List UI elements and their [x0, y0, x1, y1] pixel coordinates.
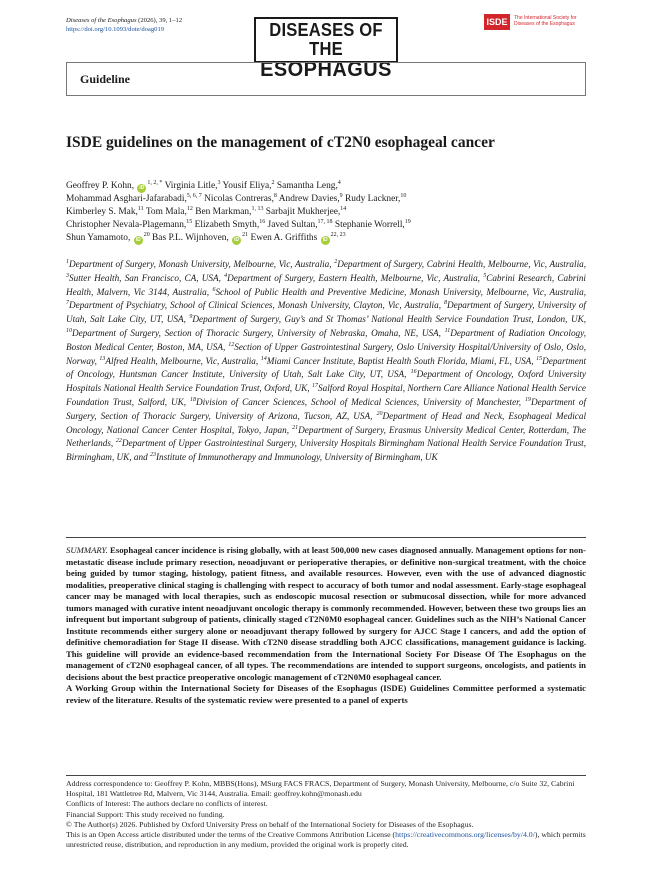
affiliation-text: Institute of Immunotherapy and Immunology, University of Birmingham, UK	[155, 452, 438, 463]
affiliation-number: 4	[224, 272, 228, 279]
author-name: Shun Yamamoto,	[66, 233, 131, 243]
affiliation-number: 3	[66, 272, 69, 279]
author-affil-sup: 2	[271, 179, 275, 186]
affiliation-text: Department of Head and Neck, Esophageal Medical Oncology, National Cancer Center Hospital, Tokyo, Japan,	[66, 410, 586, 435]
isde-society-name: The International Society for Diseases of the Esophagus	[514, 15, 577, 27]
author-affil-sup: 8	[273, 192, 277, 199]
funding-note: Financial Support: This study received no funding.	[66, 809, 225, 819]
author-affil-sup: 10	[400, 192, 407, 199]
author-affil-sup: 16	[259, 218, 266, 225]
journal-name: Diseases of the Esophagus	[66, 17, 137, 24]
affiliation-number: 13	[99, 355, 106, 362]
license-text: This is an Open Access article distributed under the terms of the Creative Commons Attribution License (	[66, 830, 396, 840]
footer-rule	[66, 775, 586, 776]
affiliation-text: Department of Surgery, University of Utah, Salt Lake City, UT, USA,	[66, 300, 586, 325]
author-affil-sup: 19	[404, 218, 411, 225]
author-list	[66, 180, 596, 245]
footnotes	[66, 779, 586, 850]
author-name: Stephanie Worrell,	[332, 220, 405, 230]
summary-paragraph-1: Esophageal cancer incidence is rising globally, with at least 500,000 new cases diagnosed annually. Management options for non-metastatic disease include primary resection, neoadjuvant or perioperative therapies, or definitive non-surgical treatment, with the choice being guided by tumor staging, histology, patient fitness, and available resources. However, even with the use of advanced diagnostic modalities, preoperative clinical staging is challenging with respect to accuracy of both tumor and nodal assessment. Early-stage esophageal cancer may be managed with local therapies, such as endoscopic mucosal resection or submucosal dissection, while for more advanced tumors managed with curative intent neoadjuvant oncologic therapy is commonly recommended. However, between these two groups lies an infrequent but important subgroup of patients, clinically staged cT2N0M0 esophageal cancer. Guidelines such as the NIH’s National Cancer Institute recommends either surgery alone or neoadjuvant therapy followed by surgery for AJCC Stage I cancers, and add the option of definitive chemoradiation for Stage II disease. With cT2N0 disease straddling both AJCC classifications, management guidance is lacking. This guideline will provide an evidence-based recommendation from the International Society For Disease Of The Esophagus on the management of cT2N0 esophageal cancer, of all types. The recommendations are intended to support surgeons, oncologists, and patients in decisions about the best practice preoperative oncologic management of cT2N0M0 esophageal cancer.	[66, 545, 586, 682]
affiliation-text: Department of Oncology, Huntsman Cancer Institute, University of Utah, Salt Lake City, UT, USA,	[66, 355, 586, 380]
orcid-icon[interactable]: iD	[139, 185, 145, 191]
author-name: Ewen A. Griffiths	[248, 233, 318, 243]
affiliation-number: 23	[149, 452, 156, 459]
conflicts-note: Conflicts of Interest: The authors declare no conflicts of interest.	[66, 799, 268, 809]
logo-line-1: DISEASES OF THE	[269, 20, 383, 59]
author-name: Ben Markman,	[192, 207, 252, 217]
journal-logo	[254, 17, 398, 81]
affiliation-number: 18	[189, 396, 196, 403]
isde-logo-mark: ISDE	[484, 14, 510, 30]
affiliation-number: 6	[212, 286, 216, 293]
author-name: Geoffrey P. Kohn,	[66, 181, 135, 191]
affiliation-text: Salford Royal Hospital, Northern Care Alliance National Health Service Foundation Trust, Salford, UK,	[66, 383, 586, 407]
author-affil-sup: 5, 6, 7	[186, 192, 202, 199]
author-name: Nicolas Contreras,	[201, 194, 274, 204]
affiliation-number: 15	[536, 355, 543, 362]
author-affil-sup: 22, 23	[330, 231, 346, 238]
affiliation-text: School of Public Health and Preventive Medicine, Monash University, Melbourne, Vic, Australia,	[215, 286, 586, 297]
summary-abstract	[66, 545, 586, 706]
author-affil-sup: 15	[186, 218, 193, 225]
author-name: Mohammad Asghari-Jafarabadi,	[66, 194, 187, 204]
correspondence-note: Address correspondence to: Geoffrey P. Kohn, MBBS(Hons), MSurg FACS FRACS, Department of Surgery, Monash University, Melbourne, c/o Suite 32, Cabrini Hospital, 181 Wattletree Rd, Malvern, Vic 3144, Australia. Email: geoffrey.kohn@monash.edu	[66, 779, 575, 799]
affiliation-number: 8	[444, 300, 447, 307]
author-affil-sup: 11	[137, 205, 144, 212]
author-line	[66, 193, 596, 206]
affiliation-number: 14	[260, 355, 267, 362]
author-name: Sarbajit Mukherjee,	[263, 207, 341, 217]
affiliation-number: 17	[312, 383, 319, 390]
author-line	[66, 180, 596, 193]
author-name: Samantha Leng,	[274, 181, 338, 191]
affiliation-number: 5	[483, 272, 487, 279]
affiliation-number: 9	[189, 314, 193, 321]
author-affil-sup: 12	[186, 205, 193, 212]
affiliation-text: Department of Surgery, Monash University, Melbourne, Vic, Australia,	[69, 259, 335, 269]
affiliation-number: 7	[66, 300, 69, 307]
license-note	[66, 830, 586, 850]
article-type-box	[66, 62, 586, 96]
orcid-icon[interactable]: iD	[135, 237, 141, 243]
affiliation-number: 19	[525, 396, 531, 403]
author-line	[66, 206, 596, 219]
affiliation-text: Department of Surgery, Section of Thoracic Surgery, University of Nebraska, Omaha, NE, USA,	[72, 327, 445, 338]
affiliation-text: Department of Surgery, Cabrini Health, Melbourne, Vic, Australia,	[337, 259, 587, 269]
author-affil-sup: 21	[242, 231, 249, 238]
affiliation-number: 20	[376, 410, 383, 417]
doi-link[interactable]: https://doi.org/10.1093/dote/doag019	[66, 26, 165, 33]
orcid-icon[interactable]: iD	[234, 237, 240, 243]
affiliation-number: 22	[115, 438, 122, 445]
affiliation-number: 2	[334, 258, 338, 265]
affiliation-text: Division of Cancer Sciences, School of Medical Sciences, University of Manchester,	[195, 396, 525, 407]
affiliation-text: Section of Upper Gastrointestinal Surgery, Oslo University Hospital/University of Oslo, Oslo, Norway,	[66, 341, 586, 366]
affiliation-text: Cabrini Research, Cabrini Health, Malvern, Vic 3144, Australia,	[66, 272, 586, 297]
author-affil-sup: 1, 13	[251, 205, 264, 212]
summary-lead: SUMMARY.	[66, 545, 108, 555]
author-affil-sup: 17, 18	[317, 218, 333, 225]
author-line	[66, 219, 596, 232]
article-type-label: Guideline	[80, 72, 131, 86]
author-name: Andrew Davies,	[276, 194, 340, 204]
affiliation-text: Sutter Health, San Francisco, CA, USA,	[69, 272, 225, 283]
author-name: Kimberley S. Mak,	[66, 207, 138, 217]
author-affil-sup: 4	[337, 179, 341, 186]
affiliation-text: Department of Psychiatry, School of Clinical Sciences, Monash University, Clayton, Vic, Australia,	[69, 300, 444, 311]
affiliation-text: Department of Upper Gastrointestinal Surgery, University Hospitals Birmingham National Health Service Foundation Trust, Birmingham, UK, and	[66, 438, 586, 463]
affiliation-number: 1	[66, 258, 69, 265]
author-name: Bas P.L. Wijnhoven,	[149, 233, 229, 243]
author-name: Javed Sultan,	[265, 220, 318, 230]
affiliations	[66, 258, 586, 465]
orcid-icon[interactable]: iD	[322, 237, 328, 243]
affiliation-text: Department of Surgery, Guy’s and St Thomas’ National Health Service Foundation Trust, London, UK,	[192, 314, 586, 325]
affiliation-number: 21	[292, 424, 299, 431]
journal-reference	[66, 16, 182, 34]
affiliation-text: Department of Surgery, Section of Thoracic Surgery, University of Arizona, Tucson, AZ, USA,	[66, 396, 586, 421]
affiliation-number: 16	[410, 369, 417, 376]
summary-top-rule	[66, 537, 586, 538]
affiliation-text: Department of Radiation Oncology, Boston Medical Center, Boston, MA, USA,	[66, 327, 587, 352]
author-name: Yousif Eliya,	[220, 181, 272, 191]
author-name: Christopher Nevala-Plagemann,	[66, 220, 187, 230]
author-name: Tom Mala,	[143, 207, 187, 217]
logo-line-2: ESOPHAGUS	[260, 58, 392, 81]
author-name: Elizabeth Smyth,	[192, 220, 260, 230]
affiliation-text: Miami Cancer Institute, Baptist Health South Florida, Miami, FL, USA,	[266, 355, 537, 366]
affiliation-text: Department of Oncology, Oxford University Hospitals National Health Service Foundation Trust, Oxford, UK,	[66, 369, 586, 394]
article-title: ISDE guidelines on the management of cT2N0 esophageal cancer	[66, 134, 495, 151]
author-affil-sup: 9	[339, 192, 343, 199]
author-name: Rudy Lackner,	[342, 194, 401, 204]
copyright-note: © The Author(s) 2026. Published by Oxford University Press on behalf of the International Society for Diseases of the Esophagus.	[66, 819, 474, 829]
affiliation-number: 12	[228, 341, 235, 348]
author-affil-sup: 20	[143, 231, 150, 238]
summary-paragraph-2: A Working Group within the International Society for Diseases of the Esophagus (ISDE) Guidelines Committee performed a systematic review of the literature. Results of the systematic review were presented to a panel of experts	[66, 683, 586, 705]
author-line	[66, 232, 596, 245]
author-affil-sup: 14	[340, 205, 347, 212]
affiliation-number: 11	[444, 327, 451, 334]
affiliation-text: Department of Surgery, Erasmus University Medical Center, Rotterdam, The Netherlands,	[66, 424, 586, 449]
author-affil-sup: 3	[217, 179, 221, 186]
author-name: Virginia Litle,	[162, 181, 218, 191]
affiliation-text: Alfred Health, Melbourne, Vic, Australia,	[105, 355, 261, 366]
affiliation-number: 10	[66, 327, 72, 334]
license-link[interactable]: https://creativecommons.org/licenses/by/4.0/	[395, 830, 535, 840]
affiliation-text: Department of Surgery, Eastern Health, Melbourne, Vic, Australia,	[227, 272, 484, 283]
license-text: ), which permits unrestricted reuse, distribution, and reproduction in any medium, provided the original work is properly cited.	[66, 830, 586, 850]
author-affil-sup: 1, 2, *	[147, 179, 163, 186]
journal-issue: (2026), 39, 1–12	[136, 17, 183, 24]
